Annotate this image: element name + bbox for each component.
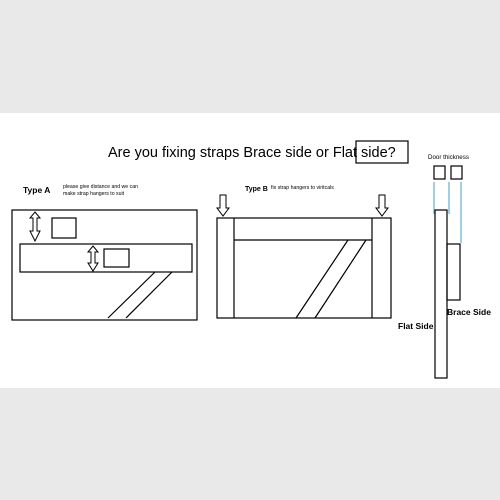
type-a-strap-hanger-bottom [104, 249, 129, 267]
door-side-profile [435, 210, 447, 378]
down-arrow-icon [217, 195, 229, 216]
type-a-note-line-1: please give distance and we can [63, 184, 138, 190]
type-a-title: Type A [23, 185, 51, 195]
flat-side-label: Flat Side [398, 321, 434, 331]
type-a-horizontal-rail [20, 244, 192, 272]
type-a-strap-hanger-top [52, 218, 76, 238]
down-arrow-icon [376, 195, 388, 216]
type-b-note: fix strap hangers to viritcals [271, 185, 334, 191]
type-b-diagonal-brace [296, 240, 366, 318]
thickness-box-left [434, 166, 445, 179]
type-a-note-line-2: make strap hangers to suit [63, 190, 125, 197]
double-arrow-icon [88, 246, 98, 271]
brace-side-profile [447, 244, 460, 300]
door-thickness-label: Door thickness [428, 154, 469, 161]
type-b-gate-frame [217, 218, 391, 318]
double-arrow-icon [30, 212, 40, 241]
type-a-note [63, 184, 138, 198]
thickness-box-right [451, 166, 462, 179]
brace-side-label: Brace Side [447, 307, 491, 317]
type-b-title: Type B [245, 186, 268, 193]
type-a-diagonal-brace [108, 272, 172, 318]
question-heading: Are you fixing straps Brace side or Flat side? [108, 145, 396, 161]
